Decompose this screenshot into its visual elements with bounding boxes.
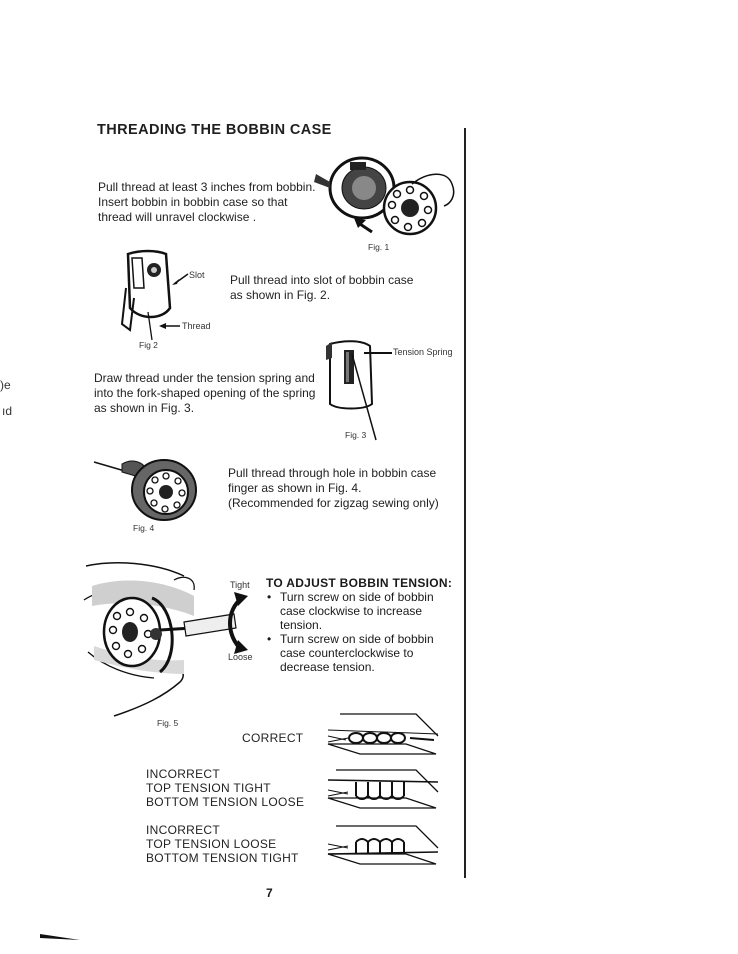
step1-text: Pull thread at least 3 inches from bobbin. Insert bobbin in bobbin case so that thread will unravel clockwise . (98, 180, 316, 224)
fig2-slot-arrow (170, 272, 190, 286)
fig1-bobbin-case-illustration (312, 152, 462, 244)
fig3-spring-line (364, 352, 392, 354)
fig2-caption: Fig 2 (139, 340, 158, 350)
step3-text: Draw thread under the tension spring and into the fork-shaped opening of the spring as shown in Fig. 3. (94, 371, 316, 415)
stitch-incorrect-2-illustration (326, 820, 442, 870)
stitch-incorrect-2-label: INCORRECT TOP TENSION LOOSE BOTTOM TENSION TIGHT (146, 823, 299, 865)
stitch-correct-label: CORRECT (242, 731, 304, 745)
adjust-tension-item-2: • Turn screw on side of bobbin case counterclockwise to decrease tension. (266, 632, 462, 674)
rotation-arrow-icon (222, 590, 248, 656)
fig5-caption: Fig. 5 (157, 718, 179, 728)
fig3-tension-spring-illustration (324, 338, 388, 442)
stitch-incorrect-1-label: INCORRECT TOP TENSION TIGHT BOTTOM TENSION LOOSE (146, 767, 305, 809)
adjust-tension-heading: TO ADJUST BOBBIN TENSION: (266, 576, 453, 590)
fig3-label-tension-spring: Tension Spring (393, 347, 453, 357)
adjust-tension-list (266, 590, 462, 674)
fig3-caption: Fig. 3 (345, 430, 367, 440)
fig5-label-loose: Loose (228, 652, 253, 662)
step4-text: Pull thread through hole in bobbin case finger as shown in Fig. 4. (Recommended for zigzag sewing only) (228, 466, 439, 510)
scan-corner-mark (40, 930, 80, 942)
right-margin-rule (464, 128, 466, 878)
adjust-tension-item-1: • Turn screw on side of bobbin case clockwise to increase tension. (266, 590, 462, 632)
fig2-thread-arrow (158, 322, 182, 330)
page-number: 7 (266, 886, 273, 900)
fig1-caption: Fig. 1 (368, 242, 390, 252)
fig4-bobbin-case-finger-illustration (92, 448, 204, 524)
step2-text: Pull thread into slot of bobbin case as shown in Fig. 2. (230, 273, 414, 302)
margin-fragment-2: ıd (2, 404, 13, 418)
page-title: THREADING THE BOBBIN CASE (97, 122, 332, 138)
stitch-incorrect-1-illustration (326, 766, 442, 814)
fig2-label-slot: Slot (189, 270, 205, 280)
fig2-label-thread: Thread (182, 321, 211, 331)
fig4-caption: Fig. 4 (133, 523, 155, 533)
margin-fragment-1: )e (0, 378, 11, 392)
stitch-correct-illustration (326, 710, 442, 760)
fig5-label-tight: Tight (230, 580, 250, 590)
